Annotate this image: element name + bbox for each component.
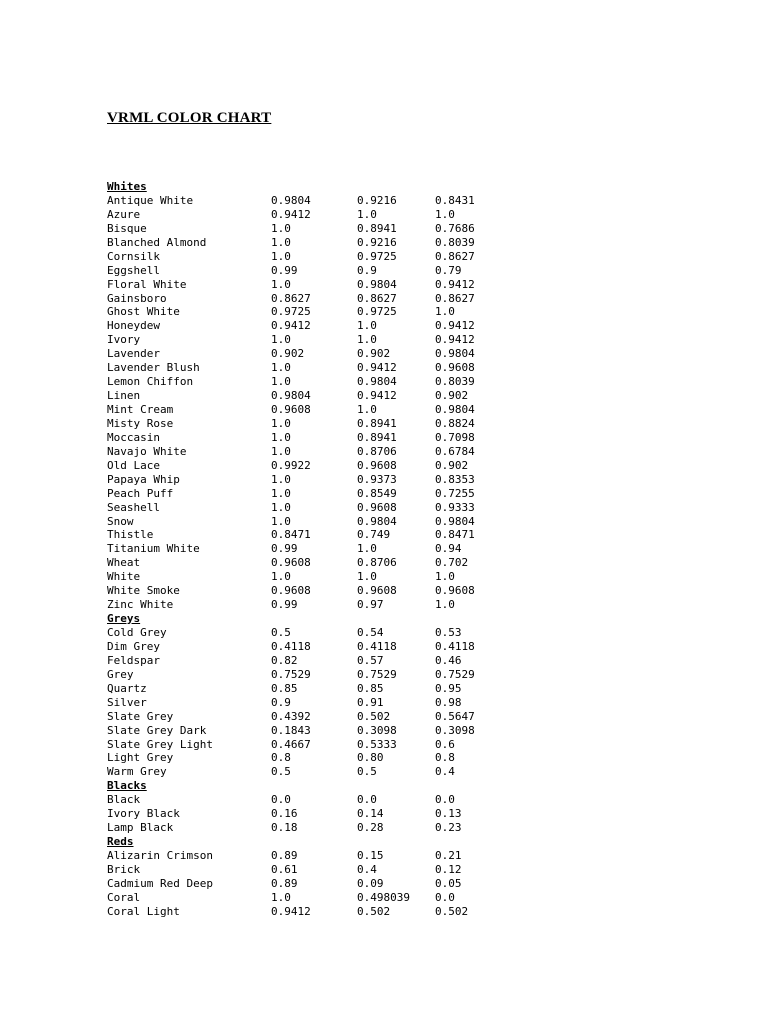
table-row [107, 877, 527, 891]
blue-value: 0.9608 [435, 584, 475, 598]
blue-value: 0.4 [435, 765, 455, 779]
blue-value: 1.0 [435, 570, 455, 584]
red-value: 0.99 [271, 542, 298, 556]
red-value: 0.8 [271, 751, 291, 765]
blue-value: 0.9412 [435, 277, 475, 291]
red-value: 1.0 [271, 375, 291, 389]
red-value: 0.9412 [271, 319, 311, 333]
red-value: 0.9 [271, 695, 291, 709]
red-value: 1.0 [271, 221, 291, 235]
table-row [107, 710, 527, 724]
blue-value: 0.8039 [435, 375, 475, 389]
red-value: 1.0 [271, 249, 291, 263]
color-name: Snow [107, 514, 134, 528]
green-value: 0.9725 [357, 249, 397, 263]
green-value: 1.0 [357, 333, 377, 347]
blue-value: 0.05 [435, 876, 462, 890]
green-value: 0.9725 [357, 305, 397, 319]
table-row [107, 417, 527, 431]
green-value: 0.9 [357, 263, 377, 277]
color-name: Floral White [107, 277, 187, 291]
red-value: 0.9804 [271, 389, 311, 403]
green-value: 0.0 [357, 793, 377, 807]
green-value: 0.8627 [357, 291, 397, 305]
blue-value: 0.95 [435, 681, 462, 695]
red-value: 1.0 [271, 486, 291, 500]
green-value: 0.9804 [357, 514, 397, 528]
color-name: Zinc White [107, 598, 174, 612]
red-value: 0.85 [271, 681, 298, 695]
red-value: 0.61 [271, 862, 298, 876]
table-row [107, 264, 527, 278]
blue-value: 0.23 [435, 821, 462, 835]
green-value: 1.0 [357, 319, 377, 333]
table-row [107, 445, 527, 459]
red-value: 0.16 [271, 807, 298, 821]
red-value: 0.9412 [271, 207, 311, 221]
table-row [107, 556, 527, 570]
section-header: Whites [107, 180, 147, 193]
red-value: 1.0 [271, 361, 291, 375]
green-value: 0.85 [357, 681, 384, 695]
blue-value: 0.8431 [435, 193, 475, 207]
color-name: Peach Puff [107, 486, 174, 500]
color-table [107, 180, 527, 919]
color-name: Linen [107, 389, 141, 403]
table-row [107, 403, 527, 417]
color-name: Gainsboro [107, 291, 167, 305]
blue-value: 0.5647 [435, 709, 475, 723]
blue-value: 0.21 [435, 849, 462, 862]
blue-value: 0.8471 [435, 528, 475, 542]
blue-value: 0.902 [435, 389, 469, 403]
green-value: 0.749 [357, 528, 391, 542]
red-value: 0.902 [271, 347, 305, 361]
color-name: Blanched Almond [107, 235, 207, 249]
red-value: 0.82 [271, 653, 298, 667]
blue-value: 0.98 [435, 695, 462, 709]
red-value: 0.9804 [271, 193, 311, 207]
table-row [107, 194, 527, 208]
red-value: 1.0 [271, 444, 291, 458]
table-row [107, 863, 527, 877]
color-name: Wheat [107, 556, 141, 570]
blue-value: 1.0 [435, 598, 455, 612]
green-value: 0.97 [357, 598, 384, 612]
green-value: 0.9608 [357, 584, 397, 598]
green-value: 0.9412 [357, 389, 397, 403]
green-value: 0.8941 [357, 221, 397, 235]
blue-value: 0.3098 [435, 723, 475, 737]
table-row [107, 807, 527, 821]
color-name: Dim Grey [107, 639, 160, 653]
table-row [107, 431, 527, 445]
color-name: Bisque [107, 221, 147, 235]
red-value: 0.9608 [271, 584, 311, 598]
blue-value: 0.902 [435, 458, 469, 472]
table-row [107, 724, 527, 738]
table-row [107, 501, 527, 515]
table-row [107, 849, 527, 863]
blue-value: 0.94 [435, 542, 462, 556]
green-value: 0.9373 [357, 472, 397, 486]
blue-value: 0.7529 [435, 667, 475, 681]
table-row [107, 389, 527, 403]
blue-value: 1.0 [435, 305, 455, 319]
red-value: 0.4392 [271, 709, 311, 723]
green-value: 0.28 [357, 821, 384, 835]
green-value: 0.4 [357, 862, 377, 876]
blue-value: 0.7686 [435, 221, 475, 235]
table-row [107, 292, 527, 306]
green-value: 0.8941 [357, 416, 397, 430]
green-value: 0.9804 [357, 277, 397, 291]
green-value: 0.9216 [357, 193, 397, 207]
blue-value: 0.9412 [435, 319, 475, 333]
blue-value: 0.12 [435, 862, 462, 876]
red-value: 1.0 [271, 430, 291, 444]
color-name: Thistle [107, 528, 154, 542]
table-row [107, 751, 527, 765]
color-name: Titanium White [107, 542, 200, 556]
blue-value: 0.6 [435, 737, 455, 751]
color-name: Papaya Whip [107, 472, 180, 486]
color-name: Brick [107, 862, 141, 876]
table-row [107, 570, 527, 584]
red-value: 1.0 [271, 500, 291, 514]
red-value: 0.99 [271, 598, 298, 612]
section-header: Blacks [107, 779, 147, 793]
table-row [107, 361, 527, 375]
red-value: 1.0 [271, 416, 291, 430]
green-value: 1.0 [357, 403, 377, 416]
table-row [107, 598, 527, 612]
color-name: Black [107, 793, 141, 807]
green-value: 0.502 [357, 904, 391, 918]
green-value: 0.9412 [357, 361, 397, 375]
red-value: 1.0 [271, 890, 291, 904]
red-value: 0.8471 [271, 528, 311, 542]
color-name: Alizarin Crimson [107, 849, 213, 862]
green-value: 0.902 [357, 347, 391, 361]
green-value: 0.8941 [357, 430, 397, 444]
color-name: Cornsilk [107, 249, 160, 263]
table-row [107, 347, 527, 361]
color-name: Azure [107, 207, 141, 221]
table-row [107, 250, 527, 264]
red-value: 0.7529 [271, 667, 311, 681]
table-row [107, 584, 527, 598]
green-value: 0.9804 [357, 375, 397, 389]
blue-value: 0.0 [435, 793, 455, 807]
section-header: Greys [107, 612, 141, 626]
red-value: 0.5 [271, 626, 291, 639]
color-name: Lamp Black [107, 821, 174, 835]
table-row [107, 682, 527, 696]
color-name: Warm Grey [107, 765, 167, 779]
blue-value: 1.0 [435, 207, 455, 221]
table-row [107, 765, 527, 779]
blue-value: 0.8039 [435, 235, 475, 249]
blue-value: 0.0 [435, 890, 455, 904]
red-value: 0.18 [271, 821, 298, 835]
color-name: Lemon Chiffon [107, 375, 194, 389]
green-value: 0.7529 [357, 667, 397, 681]
red-value: 0.9608 [271, 403, 311, 416]
table-row [107, 626, 527, 640]
green-value: 0.3098 [357, 723, 397, 737]
table-row [107, 738, 527, 752]
color-name: Light Grey [107, 751, 174, 765]
color-name: Cold Grey [107, 626, 167, 639]
red-value: 1.0 [271, 333, 291, 347]
color-name: Cadmium Red Deep [107, 876, 213, 890]
green-value: 0.54 [357, 626, 384, 639]
table-row [107, 654, 527, 668]
green-value: 0.5333 [357, 737, 397, 751]
green-value: 1.0 [357, 570, 377, 584]
green-value: 1.0 [357, 207, 377, 221]
table-row [107, 542, 527, 556]
green-value: 0.14 [357, 807, 384, 821]
red-value: 1.0 [271, 570, 291, 584]
table-row [107, 375, 527, 389]
red-value: 0.5 [271, 765, 291, 779]
blue-value: 0.53 [435, 626, 462, 639]
red-value: 1.0 [271, 235, 291, 249]
table-row [107, 222, 527, 236]
red-value: 0.4667 [271, 737, 311, 751]
blue-value: 0.46 [435, 653, 462, 667]
red-value: 1.0 [271, 514, 291, 528]
red-value: 0.9608 [271, 556, 311, 570]
color-name: Antique White [107, 193, 194, 207]
color-name: Quartz [107, 681, 147, 695]
table-row [107, 236, 527, 250]
green-value: 0.8706 [357, 556, 397, 570]
color-name: Seashell [107, 500, 160, 514]
color-name: Moccasin [107, 430, 160, 444]
color-name: White [107, 570, 141, 584]
color-name: Ivory [107, 333, 141, 347]
blue-value: 0.6784 [435, 444, 475, 458]
color-name: Silver [107, 695, 147, 709]
color-name: Feldspar [107, 653, 160, 667]
color-name: Old Lace [107, 458, 160, 472]
red-value: 0.99 [271, 263, 298, 277]
color-name: Slate Grey [107, 709, 174, 723]
color-name: White Smoke [107, 584, 180, 598]
table-row [107, 696, 527, 710]
blue-value: 0.4118 [435, 639, 475, 653]
color-name: Lavender Blush [107, 361, 200, 375]
red-value: 0.9922 [271, 458, 311, 472]
green-value: 0.9608 [357, 500, 397, 514]
color-name: Coral Light [107, 904, 180, 918]
color-name: Slate Grey Light [107, 737, 213, 751]
red-value: 0.9412 [271, 904, 311, 918]
table-row [107, 473, 527, 487]
table-row [107, 487, 527, 501]
blue-value: 0.7098 [435, 430, 475, 444]
red-value: 0.4118 [271, 639, 311, 653]
green-value: 0.91 [357, 695, 384, 709]
blue-value: 0.9804 [435, 514, 475, 528]
blue-value: 0.8627 [435, 291, 475, 305]
red-value: 1.0 [271, 277, 291, 291]
color-name: Ivory Black [107, 807, 180, 821]
green-value: 0.15 [357, 849, 384, 862]
green-value: 0.8706 [357, 444, 397, 458]
red-value: 0.9725 [271, 305, 311, 319]
table-row [107, 891, 527, 905]
red-value: 0.89 [271, 849, 298, 862]
blue-value: 0.702 [435, 556, 469, 570]
blue-value: 0.9804 [435, 347, 475, 361]
green-value: 0.4118 [357, 639, 397, 653]
blue-value: 0.8627 [435, 249, 475, 263]
green-value: 0.502 [357, 709, 391, 723]
green-value: 0.57 [357, 653, 384, 667]
table-row [107, 305, 527, 319]
green-value: 0.80 [357, 751, 384, 765]
table-row [107, 208, 527, 222]
table-row [107, 793, 527, 807]
red-value: 0.8627 [271, 291, 311, 305]
table-row [107, 668, 527, 682]
color-name: Mint Cream [107, 403, 174, 416]
blue-value: 0.9804 [435, 403, 475, 416]
table-row [107, 640, 527, 654]
table-row [107, 905, 527, 919]
section-header: Reds [107, 835, 134, 849]
green-value: 0.9608 [357, 458, 397, 472]
green-value: 0.8549 [357, 486, 397, 500]
table-row [107, 821, 527, 835]
color-name: Honeydew [107, 319, 160, 333]
table-row [107, 515, 527, 529]
blue-value: 0.8824 [435, 416, 475, 430]
green-value: 1.0 [357, 542, 377, 556]
green-value: 0.09 [357, 876, 384, 890]
blue-value: 0.8353 [435, 472, 475, 486]
red-value: 0.1843 [271, 723, 311, 737]
blue-value: 0.9608 [435, 361, 475, 375]
red-value: 0.0 [271, 793, 291, 807]
green-value: 0.5 [357, 765, 377, 779]
blue-value: 0.8 [435, 751, 455, 765]
color-name: Coral [107, 890, 141, 904]
color-name: Eggshell [107, 263, 160, 277]
color-name: Grey [107, 667, 134, 681]
green-value: 0.498039 [357, 890, 410, 904]
green-value: 0.9216 [357, 235, 397, 249]
page-title: VRML COLOR CHART [107, 110, 272, 126]
red-value: 1.0 [271, 472, 291, 486]
blue-value: 0.9333 [435, 500, 475, 514]
color-name: Navajo White [107, 444, 187, 458]
blue-value: 0.9412 [435, 333, 475, 347]
color-name: Ghost White [107, 305, 180, 319]
color-name: Lavender [107, 347, 160, 361]
table-row [107, 319, 527, 333]
color-name: Misty Rose [107, 416, 174, 430]
table-row [107, 278, 527, 292]
color-name: Slate Grey Dark [107, 723, 207, 737]
blue-value: 0.79 [435, 263, 462, 277]
blue-value: 0.13 [435, 807, 462, 821]
table-row [107, 459, 527, 473]
blue-value: 0.502 [435, 904, 469, 918]
table-row [107, 528, 527, 542]
table-row [107, 333, 527, 347]
blue-value: 0.7255 [435, 486, 475, 500]
red-value: 0.89 [271, 876, 298, 890]
